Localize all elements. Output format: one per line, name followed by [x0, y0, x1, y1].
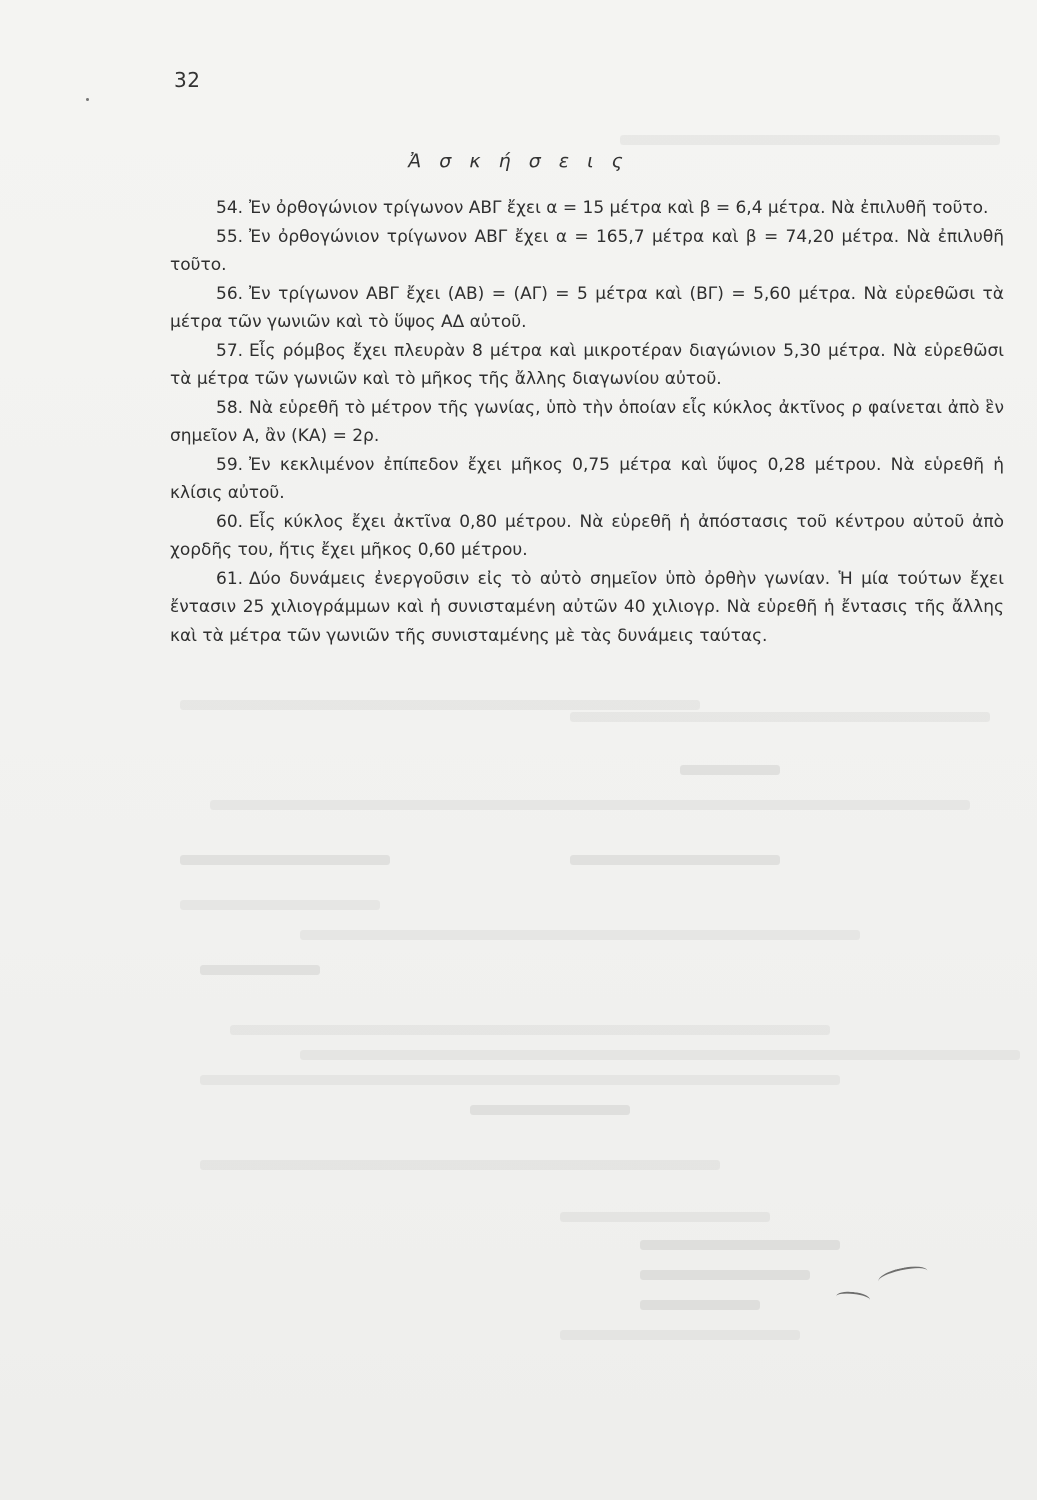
show-through — [180, 700, 700, 710]
pencil-mark — [835, 1290, 870, 1305]
exercise-text: Δύο δυνάμεις ἐνεργοῦσιν εἰς τὸ αὐτὸ σημεῖον ὑπὸ ὀρθὴν γωνίαν. Ἡ μία τούτων ἔχει ἔντασιν 25 χιλιογράμμων καὶ ἡ συνισταμένη αὐτῶν 40 χιλιογρ. Νὰ εὑρεθῆ ἡ ἔντασις τῆς ἄλλης καὶ τὰ μέτρα τῶν γωνιῶν τῆς συνισταμένης μὲ τὰς δυνάμεις ταύτας. — [170, 568, 1004, 646]
section-title: Ἀ σ κ ή σ ε ι ς — [408, 150, 629, 172]
exercise-text: Εἷς ρόμβος ἔχει πλευρὰν 8 μέτρα καὶ μικροτέραν διαγώνιον 5,30 μέτρα. Νὰ εὑρεθῶσι τὰ μέτρα τῶν γωνιῶν καὶ τὸ μῆκος τῆς ἄλλης διαγωνίου αὐτοῦ. — [170, 340, 1004, 389]
exercise-text: Ἐν ὀρθογώνιον τρίγωνον ΑΒΓ ἔχει α = 15 μέτρα καὶ β = 6,4 μέτρα. Νὰ ἐπιλυθῆ τοῦτο. — [249, 198, 989, 218]
show-through — [680, 765, 780, 775]
exercise-text: Νὰ εὑρεθῆ τὸ μέτρον τῆς γωνίας, ὑπὸ τὴν ὁποίαν εἷς κύκλος ἀκτῖνος ρ φαίνεται ἀπὸ ἓν σημεῖον Α, ἂν (ΚΑ) = 2ρ. — [170, 397, 1004, 446]
show-through — [200, 1075, 840, 1085]
exercise-item — [170, 337, 1004, 394]
show-through — [200, 1160, 720, 1170]
show-through — [300, 930, 860, 940]
pencil-mark — [877, 1263, 929, 1289]
exercise-item — [170, 394, 1004, 451]
exercise-text: Ἐν ὀρθογώνιον τρίγωνον ΑΒΓ ἔχει α = 165,7 μέτρα καὶ β = 74,20 μέτρα. Νὰ ἐπιλυθῆ τοῦτο. — [170, 226, 1004, 275]
show-through — [640, 1300, 760, 1310]
exercise-number: 61. — [216, 568, 244, 589]
show-through — [180, 900, 380, 910]
show-through — [560, 1212, 770, 1222]
exercise-item — [170, 223, 1004, 280]
page-number: 32 — [174, 68, 201, 92]
exercise-text: Ἐν τρίγωνον ΑΒΓ ἔχει (ΑΒ) = (ΑΓ) = 5 μέτρα καὶ (ΒΓ) = 5,60 μέτρα. Νὰ εὑρεθῶσι τὰ μέτρα τῶν γωνιῶν καὶ τὸ ὕψος ΑΔ αὐτοῦ. — [170, 283, 1004, 332]
show-through — [570, 712, 990, 722]
exercise-item — [170, 508, 1004, 565]
exercise-item — [170, 194, 1004, 223]
show-through — [230, 1025, 830, 1035]
show-through — [200, 965, 320, 975]
exercise-number: 58. — [216, 397, 244, 418]
exercise-number: 56. — [216, 283, 244, 304]
show-through — [640, 1270, 810, 1280]
show-through — [210, 800, 970, 810]
speck — [86, 98, 89, 101]
show-through — [570, 855, 780, 865]
show-through — [560, 1330, 800, 1340]
exercise-number: 55. — [216, 226, 244, 247]
exercise-number: 54. — [216, 198, 244, 218]
show-through — [180, 855, 390, 865]
show-through — [300, 1050, 1020, 1060]
exercise-number: 60. — [216, 511, 244, 532]
exercise-item — [170, 565, 1004, 651]
exercise-item — [170, 451, 1004, 508]
exercise-text: Εἷς κύκλος ἔχει ἀκτῖνα 0,80 μέτρου. Νὰ εὑρεθῆ ἡ ἀπόστασις τοῦ κέντρου αὐτοῦ ἀπὸ χορδῆς του, ἥτις ἔχει μῆκος 0,60 μέτρου. — [170, 511, 1004, 560]
exercise-number: 59. — [216, 454, 244, 475]
exercise-list — [170, 194, 1004, 650]
show-through — [470, 1105, 630, 1115]
exercise-item — [170, 280, 1004, 337]
show-through — [620, 135, 1000, 145]
exercise-number: 57. — [216, 340, 244, 361]
exercise-text: Ἐν κεκλιμένον ἐπίπεδον ἔχει μῆκος 0,75 μέτρα καὶ ὕψος 0,28 μέτρου. Νὰ εὑρεθῆ ἡ κλίσις αὐτοῦ. — [170, 454, 1004, 503]
show-through — [640, 1240, 840, 1250]
